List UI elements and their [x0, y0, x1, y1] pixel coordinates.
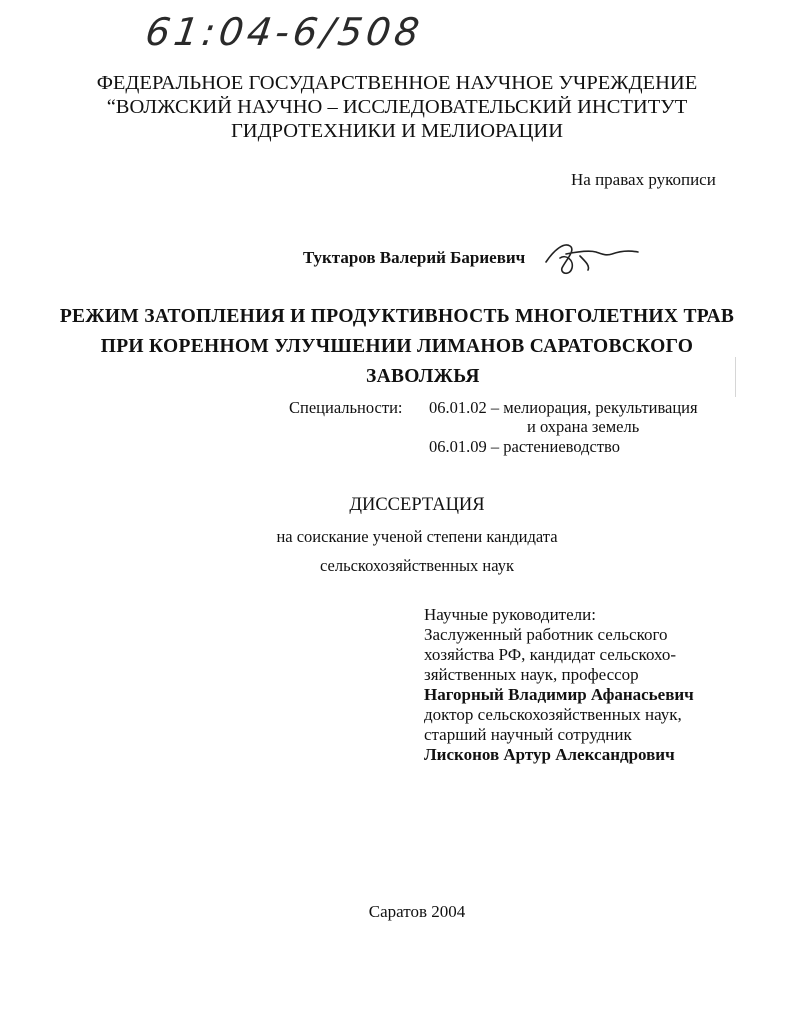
title-line-1: РЕЖИМ ЗАТОПЛЕНИЯ И ПРОДУКТИВНОСТЬ МНОГОЛЕТНИХ ТРАВ — [59, 306, 735, 327]
organization-line-3: ГИДРОТЕХНИКИ И МЕЛИОРАЦИИ — [230, 120, 564, 142]
supervisor-1-description: хозяйства РФ, кандидат сельскохо- — [424, 645, 677, 664]
title-line-3: ЗАВОЛЖЬЯ — [366, 366, 480, 387]
supervisor-2-description: доктор сельскохозяйственных наук, — [424, 705, 682, 724]
specialties-label: Специальности: — [289, 398, 403, 417]
supervisors-heading: Научные руководители: — [424, 605, 596, 624]
organization-line-2: “ВОЛЖСКИЙ НАУЧНО – ИССЛЕДОВАТЕЛЬСКИЙ ИНСТИТУТ — [106, 96, 688, 118]
archive-number: 61:04-6/508 — [142, 10, 426, 54]
specialty-item: 06.01.09 – растениеводство — [429, 437, 620, 456]
dissertation-line-1: на соискание ученой степени кандидата — [276, 527, 558, 546]
supervisor-2-description: старший научный сотрудник — [424, 725, 632, 744]
supervisor-1-description: Заслуженный работник сельского — [424, 625, 668, 644]
dissertation-heading: ДИССЕРТАЦИЯ — [349, 495, 485, 515]
specialty-item: и охрана земель — [527, 417, 640, 436]
author-signature — [536, 232, 646, 282]
supervisor-2-name: Лисконов Артур Александрович — [424, 745, 675, 764]
supervisor-1-description: зяйственных наук, профессор — [424, 665, 639, 684]
scan-artifact-line — [735, 357, 736, 397]
manuscript-note: На правах рукописи — [571, 170, 716, 189]
organization-line-1: ФЕДЕРАЛЬНОЕ ГОСУДАРСТВЕННОЕ НАУЧНОЕ УЧРЕЖДЕНИЕ — [96, 72, 698, 94]
dissertation-line-2: сельскохозяйственных наук — [319, 556, 514, 575]
author-name: Туктаров Валерий Бариевич — [303, 248, 526, 267]
supervisor-1-name: Нагорный Владимир Афанасьевич — [424, 685, 694, 704]
city-year: Саратов 2004 — [368, 902, 466, 921]
specialty-item: 06.01.02 – мелиорация, рекультивация — [429, 398, 698, 417]
title-line-2: ПРИ КОРЕННОМ УЛУЧШЕНИИ ЛИМАНОВ САРАТОВСКОГО — [100, 336, 694, 357]
